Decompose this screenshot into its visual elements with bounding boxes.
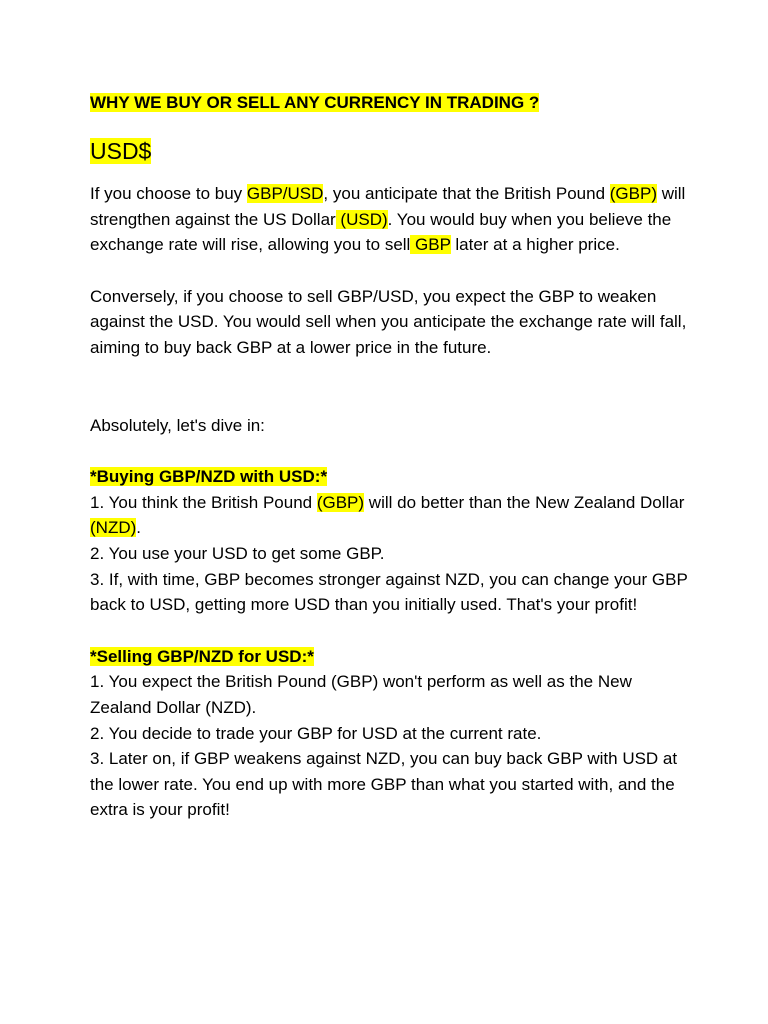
- selling-step-3: 3. Later on, if GBP weakens against NZD, you can buy back GBP with USD at the lower rate. You end up with more GBP than what you started with, and the extra is your profit!: [90, 749, 678, 820]
- text-span: will strengthen against the US Dollar: [90, 184, 686, 229]
- text-span: . You would buy when you believe the exchange rate will rise, allowing you to sell: [90, 209, 672, 255]
- highlight-gbp-3: (GBP): [316, 492, 365, 512]
- spacer: [90, 438, 690, 464]
- highlight-nzd: (NZD): [90, 518, 137, 538]
- selling-heading-text: *Selling GBP/NZD for USD:*: [90, 646, 314, 666]
- buying-heading-text: *Buying GBP/NZD with USD:*: [90, 467, 328, 487]
- paragraph-sell-gbpusd: Conversely, if you choose to sell GBP/USD, you expect the GBP to weaken against the USD. You would sell when you anticipate the exchange rate will fall, aiming to buy back GBP at a lower price in the future.: [90, 286, 687, 357]
- selling-heading: [90, 644, 690, 670]
- text-span: .: [136, 518, 141, 538]
- buying-step-2: 2. You use your USD to get some GBP.: [90, 543, 385, 563]
- text-span: , you anticipate that the British Pound: [323, 184, 610, 203]
- highlight-gbpusd: GBP/USD: [246, 184, 324, 203]
- spacer: [90, 258, 690, 284]
- document-title: [90, 91, 690, 115]
- highlight-gbp: (GBP): [609, 184, 657, 203]
- title-text: WHY WE BUY OR SELL ANY CURRENCY IN TRADING ?: [90, 93, 540, 112]
- highlight-usd: (USD): [335, 209, 388, 229]
- spacer: [90, 618, 690, 644]
- spacer: [90, 361, 690, 413]
- currency-heading-text: USD$: [90, 138, 152, 164]
- paragraph-buy-gbpusd: [90, 181, 690, 258]
- selling-step-2: 2. You decide to trade your GBP for USD at the current rate.: [90, 723, 542, 743]
- currency-heading: [90, 135, 690, 167]
- text-span: 1. You think the British Pound: [90, 492, 317, 512]
- buying-step-1: [90, 490, 690, 541]
- selling-step-1: 1. You expect the British Pound (GBP) won't perform as well as the New Zealand Dollar (NZD).: [90, 672, 632, 717]
- buying-heading: [90, 464, 690, 490]
- highlight-gbp-2: GBP: [410, 235, 451, 255]
- document-body: [90, 91, 690, 823]
- intro-line: Absolutely, let's dive in:: [90, 415, 265, 435]
- text-span: will do better than the New Zealand Dollar: [364, 492, 685, 512]
- buying-step-3: 3. If, with time, GBP becomes stronger against NZD, you can change your GBP back to USD, getting more USD than you initially used. That's your profit!: [90, 569, 688, 615]
- text-span: If you choose to buy: [90, 184, 247, 203]
- text-span: later at a higher price.: [450, 235, 620, 255]
